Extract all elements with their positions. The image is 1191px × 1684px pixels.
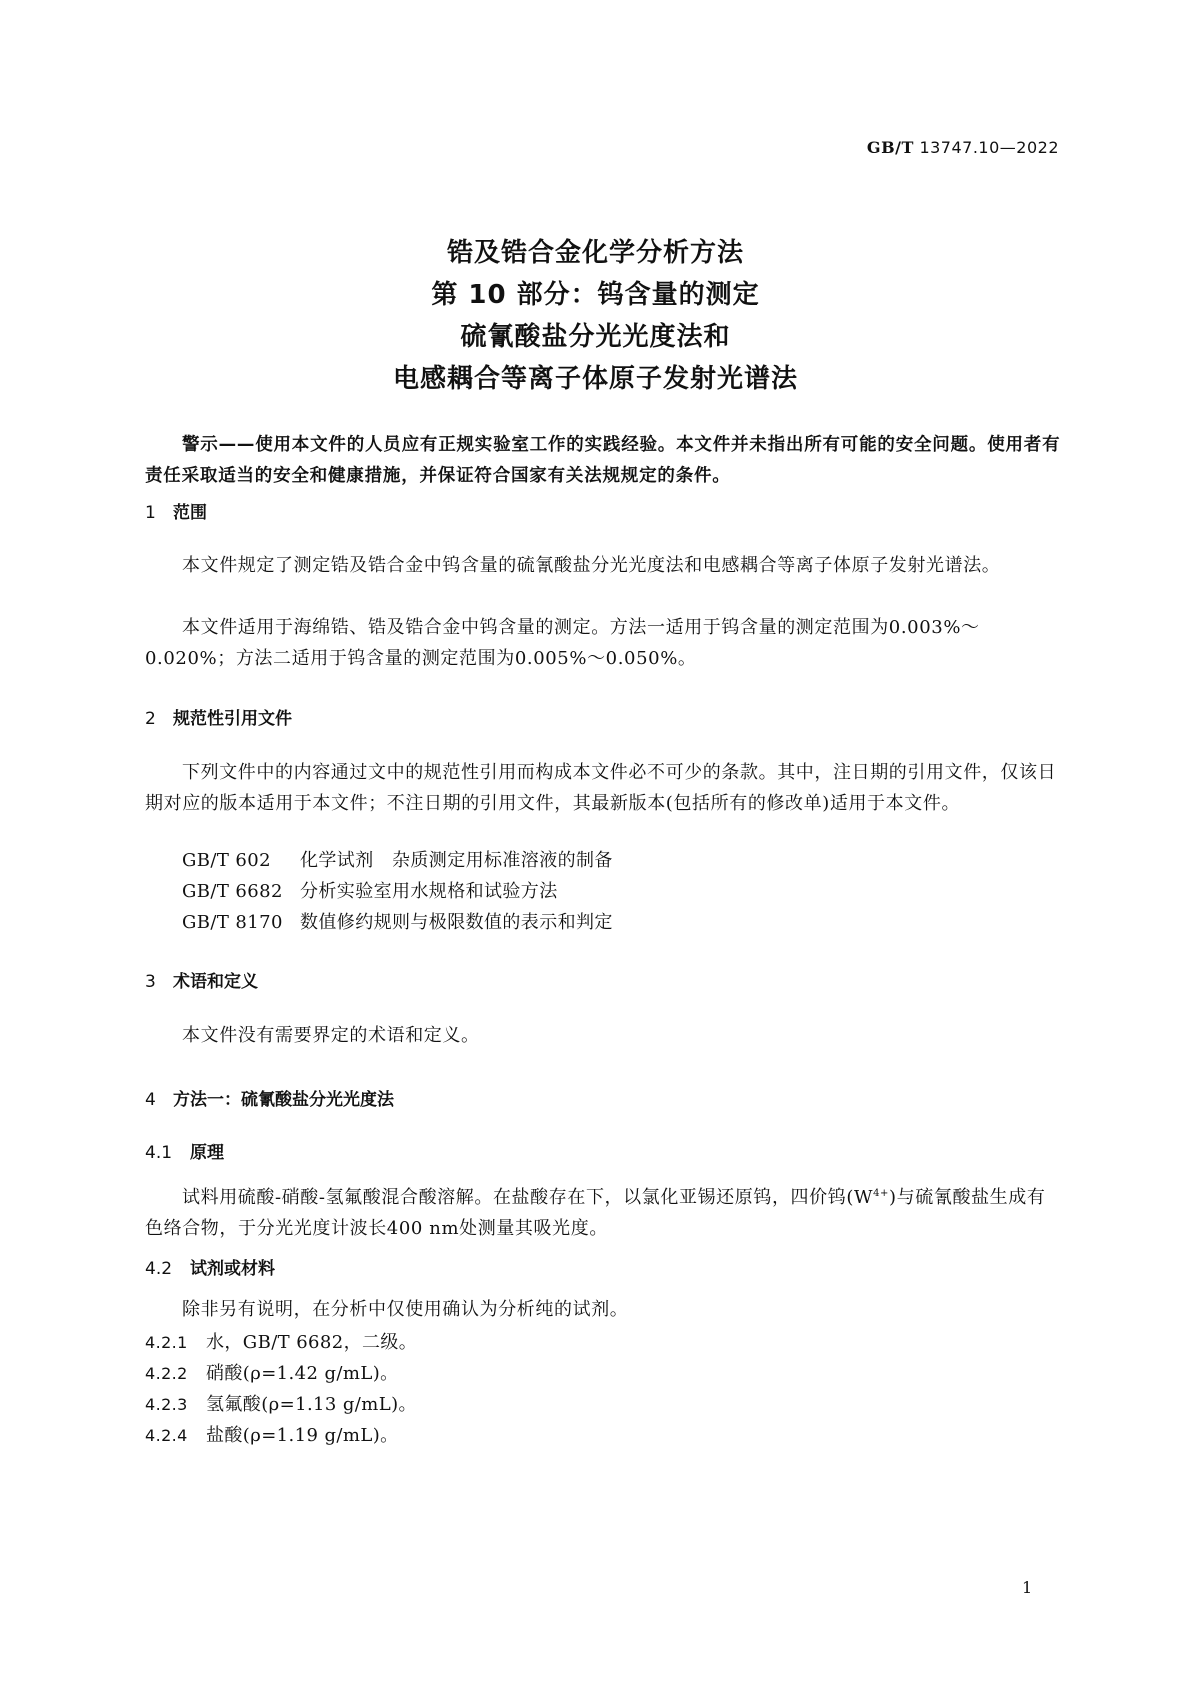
reagent-number: 4.2.4 — [145, 1426, 188, 1445]
terms-paragraph: 本文件没有需要界定的术语和定义。 — [182, 1025, 480, 1046]
section-title: 试剂或材料 — [190, 1259, 275, 1279]
normative-references-paragraph: 下列文件中的内容通过文中的规范性引用而构成本文件必不可少的条款。其中，注日期的引用文件，仅该日期对应的版本适用于本文件；不注日期的引用文件，其最新版本(包括所有的修改单)适用于本文件。 — [145, 762, 1057, 814]
reagent-item — [145, 1421, 399, 1447]
section-number: 4.1 — [145, 1143, 173, 1163]
section-number: 4 — [145, 1090, 156, 1110]
reference-title: 数值修约规则与极限数值的表示和判定 — [300, 912, 613, 933]
section-2-heading — [145, 704, 292, 729]
page-number: 1 — [1022, 1578, 1033, 1597]
reagent-text: 水，GB/T 6682，二级。 — [206, 1332, 418, 1353]
reagent-item — [145, 1390, 417, 1416]
title-line-1: 锆及锆合金化学分析方法 — [446, 238, 744, 268]
reagent-item — [145, 1328, 417, 1354]
reagent-text: 盐酸(ρ=1.19 g/mL)。 — [206, 1425, 399, 1446]
document-body — [145, 430, 1062, 1446]
title-line-3: 硫氰酸盐分光光度法和 — [460, 322, 731, 352]
section-4-2-heading — [145, 1254, 275, 1279]
reagent-number: 4.2.1 — [145, 1333, 188, 1352]
section-number: 2 — [145, 709, 156, 729]
principle-text-part-1: 试料用硫酸-硝酸-氢氟酸混合酸溶解。在盐酸存在下，以氯化亚锡还原钨，四价钨(W — [182, 1187, 874, 1208]
reference-item — [182, 846, 613, 872]
section-number: 4.2 — [145, 1259, 173, 1279]
standard-prefix: GB/T — [866, 138, 914, 157]
reagent-item — [145, 1359, 399, 1385]
reagents-paragraph: 除非另有说明，在分析中仅使用确认为分析纯的试剂。 — [182, 1299, 629, 1320]
section-title: 方法一：硫氰酸盐分光光度法 — [173, 1090, 394, 1110]
section-3-heading — [145, 967, 258, 992]
section-4-1-heading — [145, 1138, 224, 1163]
section-4-heading — [145, 1085, 394, 1110]
reagent-number: 4.2.2 — [145, 1364, 188, 1383]
reference-title: 化学试剂 杂质测定用标准溶液的制备 — [300, 850, 613, 871]
section-1-heading — [145, 498, 207, 523]
standard-code: 13747.10—2022 — [919, 138, 1059, 157]
scope-paragraph-1: 本文件规定了测定锆及锆合金中钨含量的硫氰酸盐分光光度法和电感耦合等离子体原子发射光谱法。 — [182, 555, 1001, 576]
section-title: 范围 — [173, 503, 207, 523]
section-number: 1 — [145, 503, 156, 523]
reagent-text: 氢氟酸(ρ=1.13 g/mL)。 — [206, 1394, 417, 1415]
section-title: 原理 — [190, 1143, 224, 1163]
warning-paragraph: 警示——使用本文件的人员应有正规实验室工作的实践经验。本文件并未指出所有可能的安全问题。使用者有责任采取适当的安全和健康措施，并保证符合国家有关法规规定的条件。 — [145, 435, 1061, 486]
title-line-4: 电感耦合等离子体原子发射光谱法 — [392, 364, 798, 394]
reference-title: 分析实验室用水规格和试验方法 — [300, 881, 558, 902]
document-title — [0, 232, 1191, 400]
scope-paragraph-2: 本文件适用于海绵锆、锆及锆合金中钨含量的测定。方法一适用于钨含量的测定范围为0.003%～0.020%；方法二适用于钨含量的测定范围为0.005%～0.050%。 — [145, 617, 980, 669]
reference-code: GB/T 8170 — [182, 912, 283, 933]
section-title: 规范性引用文件 — [173, 709, 292, 729]
reagent-number: 4.2.3 — [145, 1395, 188, 1414]
standard-number — [867, 138, 1059, 157]
section-number: 3 — [145, 972, 156, 992]
reference-code: GB/T 6682 — [182, 881, 283, 902]
section-title: 术语和定义 — [173, 972, 258, 992]
principle-paragraph — [145, 1178, 1062, 1244]
reference-item — [182, 908, 613, 934]
title-line-2: 第 10 部分：钨含量的测定 — [431, 280, 760, 310]
superscript-charge: 4+ — [873, 1188, 890, 1199]
reference-item — [182, 877, 558, 903]
reagent-text: 硝酸(ρ=1.42 g/mL)。 — [206, 1363, 399, 1384]
principle-text-part-2: )与硫氰酸盐生成有色络合物，于分光光度计波长400 nm处测量其吸光度。 — [145, 1187, 1046, 1239]
reference-code: GB/T 602 — [182, 850, 271, 871]
